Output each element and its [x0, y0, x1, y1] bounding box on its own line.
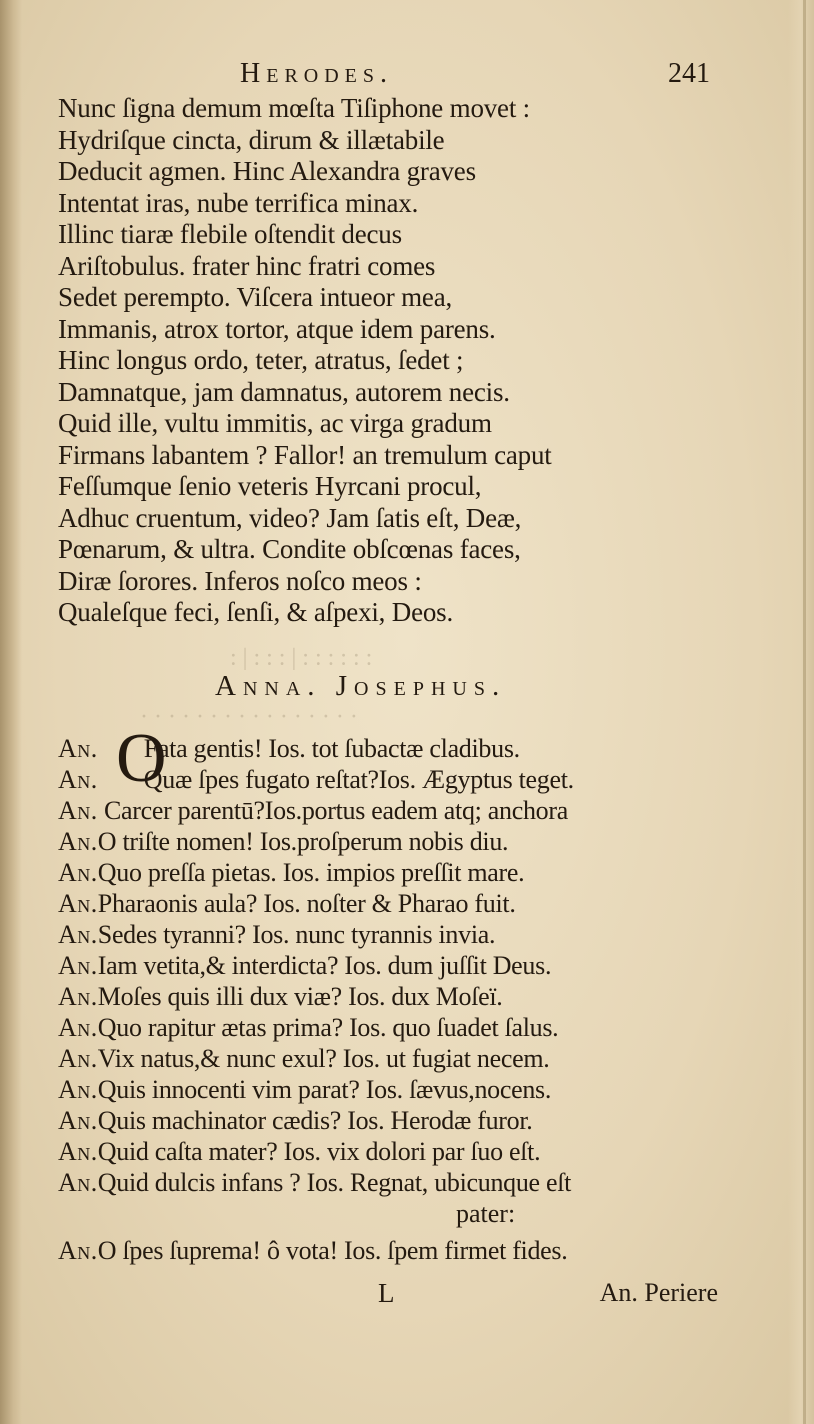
bleed-through-text: : | : : : | : : : : : :	[230, 645, 373, 671]
speaker-label: An.	[58, 1075, 98, 1104]
verse-line: Sedet perempto. Viſcera intueor mea,	[58, 282, 453, 312]
speaker-label: An.	[58, 1236, 98, 1265]
verse-line: Damnatque, jam damnatus, autorem necis.	[58, 376, 510, 407]
dialogue-line	[58, 1136, 718, 1167]
dialogue-line	[58, 981, 718, 1012]
dialogue-block	[58, 733, 718, 1266]
verse-line: Diræ ſorores. Inferos noſco meos :	[58, 565, 422, 596]
speaker-label: An.	[58, 1168, 98, 1197]
dialogue-text: O triſte nomen! Ios.proſperum nobis diu.	[97, 827, 509, 856]
dialogue-line	[58, 1074, 718, 1105]
page-number: 241	[668, 58, 710, 89]
dialogue-text: Quid dulcis infans ? Ios. Regnat, ubicunque eſt	[97, 1168, 572, 1197]
verse-line: Deducit agmen. Hinc Alexandra graves	[58, 156, 476, 186]
verse-line: Adhuc cruentum, video? Jam ſatis eſt, Deæ,	[58, 502, 522, 533]
dialogue-text: Quis innocenti vim parat? Ios. ſævus,nocens.	[97, 1075, 552, 1104]
verse-line: Immanis, atrox tortor, atque idem parens.	[58, 313, 496, 344]
dialogue-line	[58, 826, 718, 857]
page-header	[240, 58, 720, 98]
dialogue-text: Moſes quis illi dux viæ? Ios. dux Moſeï.	[97, 982, 503, 1011]
dialogue-line	[58, 919, 718, 950]
speaker-label: An.	[58, 734, 98, 763]
scene-heading: Anna. Josephus.	[215, 670, 507, 702]
speaker-label: An.	[58, 920, 98, 949]
dialogue-text: Sedes tyranni? Ios. nunc tyrannis invia.	[97, 920, 496, 949]
speaker-label: An.	[58, 1106, 98, 1135]
dialogue-line	[58, 1043, 718, 1074]
speaker-label: An.	[58, 982, 98, 1011]
verse-line: Pœnarum, & ultra. Condite obſcœnas faces,	[58, 534, 521, 564]
bleed-through-text: · · · · · · · · · · · · · · · ·	[140, 704, 358, 730]
dialogue-text: Fata gentis! Ios. tot ſubactæ cladibus.	[143, 734, 520, 763]
speaker-label: An.	[58, 765, 98, 794]
dialogue-line	[58, 733, 718, 764]
speaker-label: An.	[58, 1013, 98, 1042]
verse-line: Hinc longus ordo, teter, atratus, ſedet ;	[58, 345, 464, 375]
dialogue-line	[58, 1235, 718, 1266]
dialogue-line	[58, 1012, 718, 1043]
verse-line: Hydriſque cincta, dirum & illætabile	[58, 124, 445, 155]
speaker-label: An.	[58, 1044, 98, 1073]
speaker-label: An.	[58, 1137, 98, 1166]
speaker-label: An.	[58, 889, 98, 918]
dialogue-text: Carcer parentū?Ios.portus eadem atq; anchora	[103, 796, 568, 825]
dialogue-line	[58, 1167, 718, 1198]
page-edge	[788, 0, 814, 1424]
running-head: Herodes.	[240, 58, 394, 89]
page-footer	[58, 1278, 718, 1314]
dialogue-text: Quo rapitur ætas prima? Ios. quo ſuadet ſalus.	[97, 1013, 559, 1042]
page-gutter-shadow	[0, 0, 22, 1424]
dialogue-text: O ſpes ſuprema! ô vota! Ios. ſpem firmet fides.	[97, 1236, 568, 1265]
speaker-label: An.	[58, 796, 98, 825]
dialogue-line	[58, 764, 718, 795]
dialogue-line	[58, 888, 718, 919]
verse-line: Feſſumque ſenio veteris Hyrcani procul,	[58, 471, 482, 501]
speaker-label: An.	[58, 858, 98, 887]
verse-line: Intentat iras, nube terrifica minax.	[58, 187, 419, 218]
verse-line: Illinc tiaræ flebile oſtendit decus	[58, 219, 402, 249]
catchword: An. Periere	[599, 1278, 718, 1307]
drop-cap-letter: O	[116, 720, 167, 797]
dialogue-text: Quæ ſpes fugato reſtat?Ios. Ægyptus teget.	[143, 765, 574, 794]
dialogue-text: Quis machinator cædis? Ios. Herodæ furor.	[97, 1106, 533, 1135]
dialogue-line	[58, 950, 718, 981]
speaker-label: An.	[58, 827, 98, 856]
dialogue-continuation: pater:	[456, 1199, 516, 1228]
page-edge-line	[803, 0, 806, 1424]
speaker-label: An.	[58, 951, 98, 980]
verse-block	[58, 93, 718, 629]
dialogue-text: Quo preſſa pietas. Ios. impios preſſit mare.	[97, 858, 525, 887]
verse-line: Firmans labantem ? Fallor! an tremulum caput	[58, 439, 552, 470]
verse-line: Nunc ſigna demum mœſta Tiſiphone movet :	[58, 93, 530, 123]
dialogue-line	[58, 857, 718, 888]
verse-line: Ariſtobulus. frater hinc fratri comes	[58, 250, 436, 281]
dialogue-text: Iam vetita,& interdicta? Ios. dum juſſit Deus.	[97, 951, 552, 980]
dialogue-text: Pharaonis aula? Ios. noſter & Pharao fuit.	[97, 889, 516, 918]
dialogue-line	[58, 795, 718, 826]
verse-line: Qualeſque feci, ſenſi, & aſpexi, Deos.	[58, 597, 454, 627]
dialogue-text: Vix natus,& nunc exul? Ios. ut fugiat necem.	[97, 1044, 550, 1073]
verse-line: Quid ille, vultu immitis, ac virga gradum	[58, 408, 492, 438]
signature-mark: L	[378, 1278, 395, 1308]
dialogue-line	[58, 1105, 718, 1136]
dialogue-text: Quid caſta mater? Ios. vix dolori par ſuo eſt.	[97, 1137, 541, 1166]
